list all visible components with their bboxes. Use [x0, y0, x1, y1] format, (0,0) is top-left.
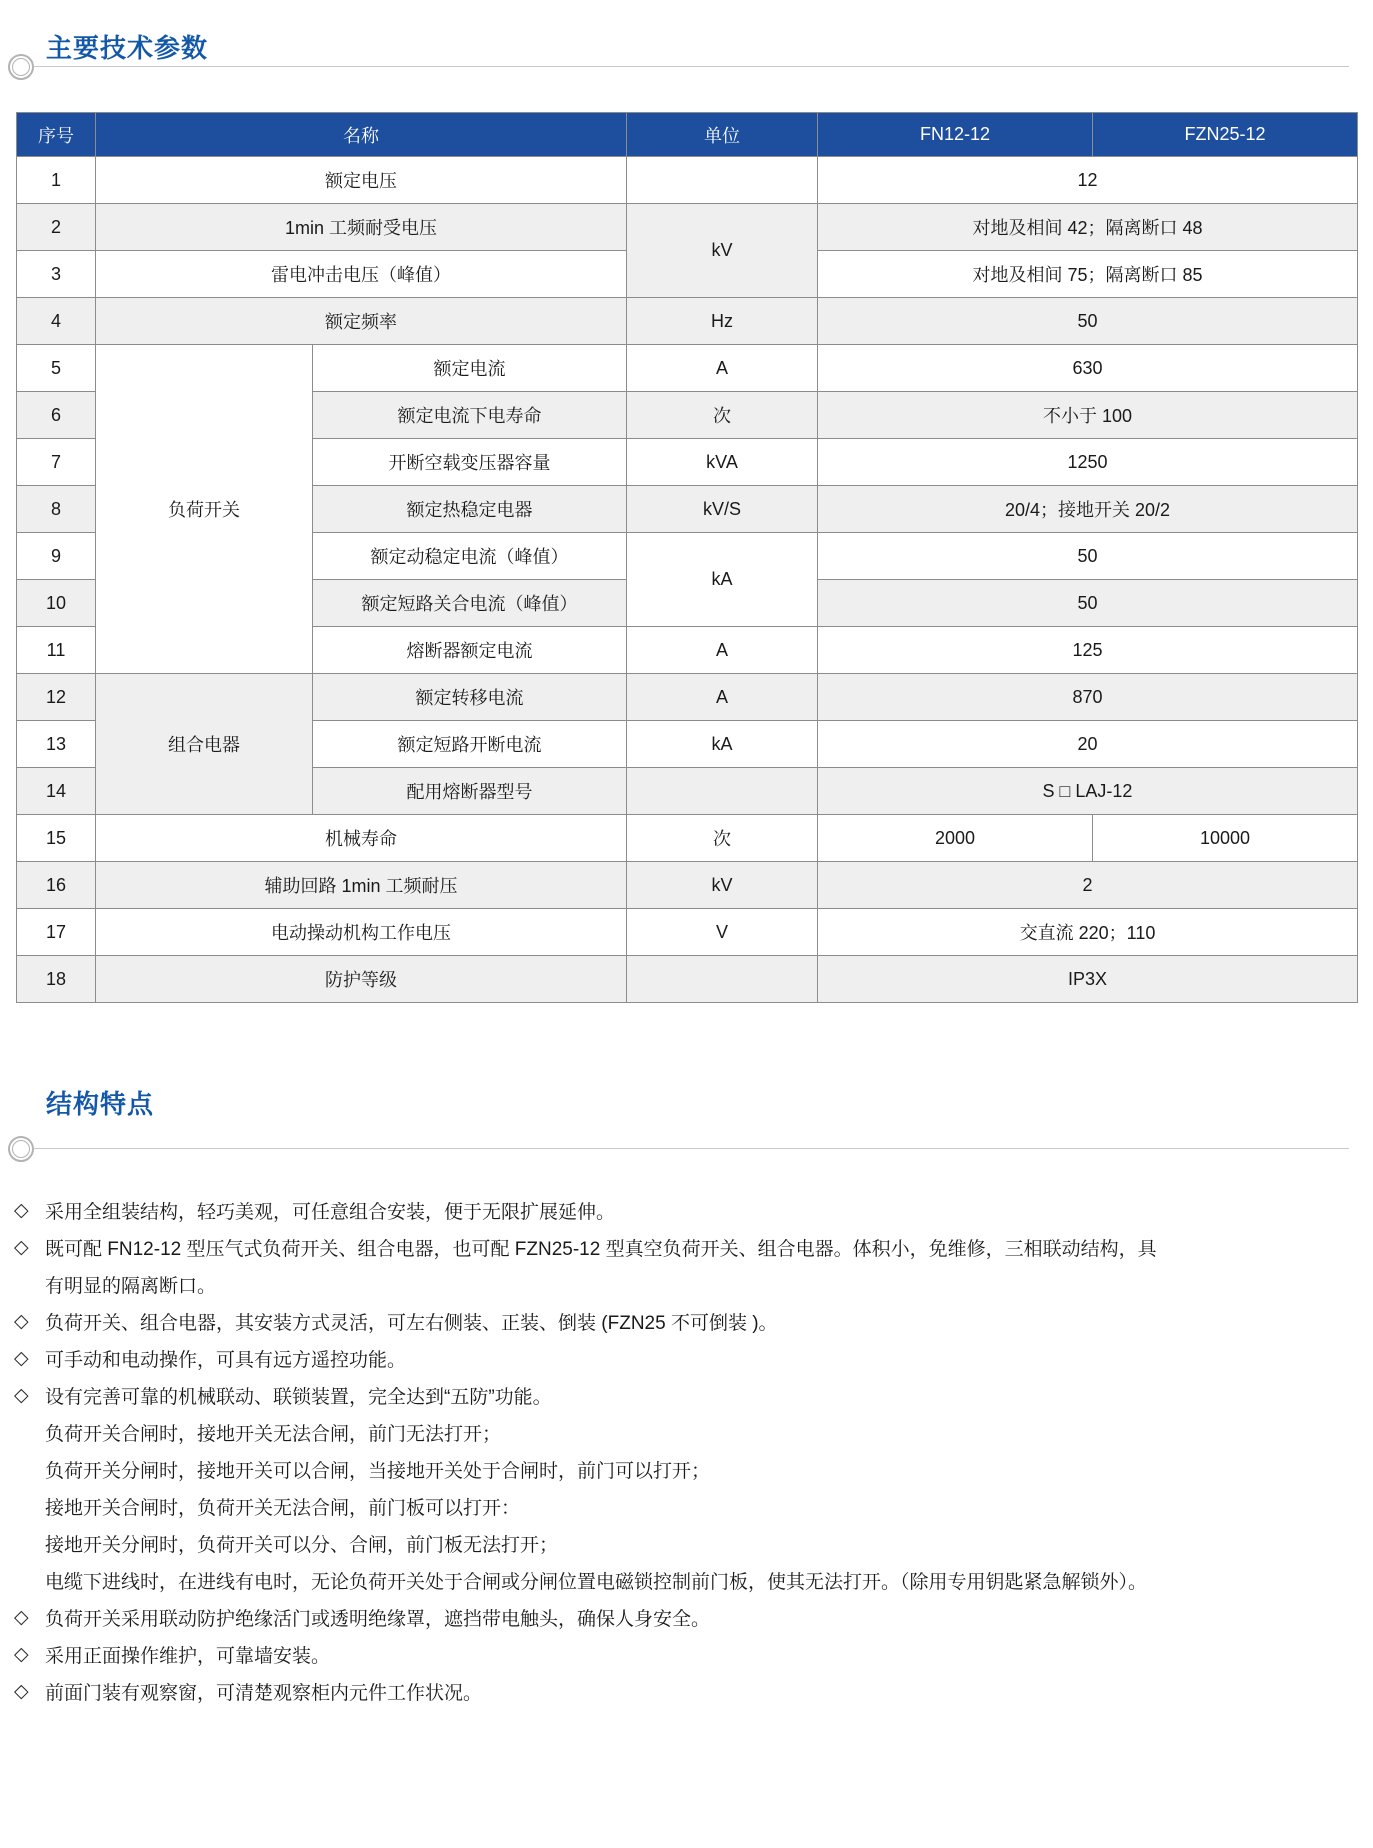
cell-name: 额定频率	[96, 298, 627, 345]
feature-line	[14, 1525, 1366, 1562]
cell-name: 额定电压	[96, 157, 627, 204]
cell-unit: 次	[627, 392, 818, 439]
cell-name: 机械寿命	[96, 815, 627, 862]
diamond-icon: ◇	[14, 1237, 29, 1258]
cell-name: 配用熔断器型号	[313, 768, 627, 815]
cell-no: 16	[17, 862, 96, 909]
cell-no: 2	[17, 204, 96, 251]
cell-no: 18	[17, 956, 96, 1003]
cell-value: 交直流 220；110	[818, 909, 1358, 956]
cell-unit: kA	[627, 721, 818, 768]
cell-unit: kA	[627, 533, 818, 627]
feature-line	[14, 1673, 1366, 1710]
feature-line	[14, 1562, 1366, 1599]
header-col-fzn25-12: FZN25-12	[1093, 113, 1358, 157]
cell-value-fzn: 10000	[1093, 815, 1358, 862]
cell-name: 开断空载变压器容量	[313, 439, 627, 486]
feature-text: 负荷开关采用联动防护绝缘活门或透明绝缘罩，遮挡带电触头，确保人身安全。	[45, 1609, 711, 1630]
feature-text: 负荷开关合闸时，接地开关无法合闸，前门无法打开；	[45, 1424, 502, 1445]
feature-text: 采用全组装结构，轻巧美观，可任意组合安装，便于无限扩展延伸。	[45, 1202, 616, 1223]
feature-text: 接地开关分闸时，负荷开关可以分、合闸，前门板无法打开；	[45, 1535, 559, 1556]
cell-value: 50	[818, 533, 1358, 580]
cell-name: 额定短路开断电流	[313, 721, 627, 768]
diamond-icon: ◇	[14, 1607, 29, 1628]
cell-name: 额定电流	[313, 345, 627, 392]
section-ring-icon	[8, 54, 34, 80]
section1-title: 主要技术参数	[46, 33, 209, 63]
cell-value: 125	[818, 627, 1358, 674]
cell-name: 雷电冲击电压（峰值）	[96, 251, 627, 298]
cell-unit: A	[627, 674, 818, 721]
cell-no: 9	[17, 533, 96, 580]
feature-line	[14, 1451, 1366, 1488]
cell-unit: kV	[627, 862, 818, 909]
cell-no: 17	[17, 909, 96, 956]
table-row	[17, 345, 1358, 392]
cell-unit: A	[627, 627, 818, 674]
tech-params-table	[16, 112, 1358, 1003]
cell-unit	[627, 768, 818, 815]
cell-unit: 次	[627, 815, 818, 862]
diamond-icon: ◇	[14, 1348, 29, 1369]
cell-value: 870	[818, 674, 1358, 721]
cell-value: IP3X	[818, 956, 1358, 1003]
cell-name: 额定短路关合电流（峰值）	[313, 580, 627, 627]
cell-no: 7	[17, 439, 96, 486]
header-col-fn12-12: FN12-12	[818, 113, 1093, 157]
feature-text: 接地开关合闸时，负荷开关无法合闸，前门板可以打开：	[45, 1498, 521, 1519]
section-ring-icon	[8, 1136, 34, 1162]
diamond-icon: ◇	[14, 1681, 29, 1702]
table-row	[17, 298, 1358, 345]
diamond-icon: ◇	[14, 1311, 29, 1332]
cell-no: 12	[17, 674, 96, 721]
cell-group-load-switch: 负荷开关	[96, 345, 313, 674]
section2-title: 结构特点	[46, 1089, 155, 1119]
cell-name: 额定转移电流	[313, 674, 627, 721]
cell-unit: A	[627, 345, 818, 392]
feature-text: 采用正面操作维护，可靠墙安装。	[45, 1646, 331, 1667]
cell-no: 1	[17, 157, 96, 204]
table-row	[17, 674, 1358, 721]
feature-line	[14, 1192, 1366, 1229]
section-rule	[33, 66, 1349, 67]
cell-value: 630	[818, 345, 1358, 392]
header-col-unit: 单位	[627, 113, 818, 157]
feature-line	[14, 1229, 1366, 1266]
feature-line	[14, 1340, 1366, 1377]
cell-name: 防护等级	[96, 956, 627, 1003]
cell-unit: kVA	[627, 439, 818, 486]
cell-value: 对地及相间 42；隔离断口 48	[818, 204, 1358, 251]
cell-no: 4	[17, 298, 96, 345]
cell-no: 11	[17, 627, 96, 674]
cell-name: 额定动稳定电流（峰值）	[313, 533, 627, 580]
cell-unit: kV	[627, 204, 818, 298]
table-row	[17, 157, 1358, 204]
header-col-no: 序号	[17, 113, 96, 157]
feature-text: 既可配 FN12-12 型压气式负荷开关、组合电器，也可配 FZN25-12 型真空负荷开关、组合电器。体积小，免维修，三相联动结构，具	[45, 1239, 1157, 1260]
feature-text: 可手动和电动操作，可具有远方遥控功能。	[45, 1350, 407, 1371]
diamond-icon: ◇	[14, 1644, 29, 1665]
cell-name: 熔断器额定电流	[313, 627, 627, 674]
feature-line	[14, 1266, 1366, 1303]
cell-name: 额定电流下电寿命	[313, 392, 627, 439]
feature-line	[14, 1488, 1366, 1525]
feature-text: 有明显的隔离断口。	[45, 1276, 217, 1297]
cell-no: 15	[17, 815, 96, 862]
diamond-icon: ◇	[14, 1200, 29, 1221]
cell-unit: V	[627, 909, 818, 956]
cell-value: 对地及相间 75；隔离断口 85	[818, 251, 1358, 298]
table-row	[17, 956, 1358, 1003]
cell-value: 1250	[818, 439, 1358, 486]
feature-text: 前面门装有观察窗，可清楚观察柜内元件工作状况。	[45, 1683, 483, 1704]
cell-value: 20/4；接地开关 20/2	[818, 486, 1358, 533]
cell-value: 50	[818, 298, 1358, 345]
table-row	[17, 909, 1358, 956]
cell-unit	[627, 956, 818, 1003]
diamond-icon: ◇	[14, 1385, 29, 1406]
cell-no: 14	[17, 768, 96, 815]
cell-unit: Hz	[627, 298, 818, 345]
cell-value: 不小于 100	[818, 392, 1358, 439]
feature-line	[14, 1303, 1366, 1340]
cell-name: 电动操动机构工作电压	[96, 909, 627, 956]
cell-no: 6	[17, 392, 96, 439]
cell-no: 8	[17, 486, 96, 533]
cell-value: 50	[818, 580, 1358, 627]
feature-line	[14, 1377, 1366, 1414]
cell-name: 1min 工频耐受电压	[96, 204, 627, 251]
feature-text: 电缆下进线时，在进线有电时，无论负荷开关处于合闸或分闸位置电磁锁控制前门板，使其无法打开。（除用专用钥匙紧急解锁外）。	[45, 1572, 1148, 1593]
cell-name: 辅助回路 1min 工频耐压	[96, 862, 627, 909]
feature-line	[14, 1636, 1366, 1673]
cell-value: 12	[818, 157, 1358, 204]
table-header-row	[17, 113, 1358, 157]
cell-no: 10	[17, 580, 96, 627]
cell-no: 5	[17, 345, 96, 392]
cell-value: 20	[818, 721, 1358, 768]
table-row	[17, 204, 1358, 251]
cell-value-fn: 2000	[818, 815, 1093, 862]
feature-text: 负荷开关分闸时，接地开关可以合闸，当接地开关处于合闸时，前门可以打开；	[45, 1461, 711, 1482]
section-rule	[33, 1148, 1349, 1149]
feature-text: 设有完善可靠的机械联动、联锁装置，完全达到“五防”功能。	[45, 1387, 552, 1408]
cell-unit	[627, 157, 818, 204]
feature-text: 负荷开关、组合电器，其安装方式灵活，可左右侧装、正装、倒装 (FZN25 不可倒装 )。	[45, 1313, 778, 1334]
cell-group-combo-device: 组合电器	[96, 674, 313, 815]
feature-line	[14, 1414, 1366, 1451]
cell-no: 3	[17, 251, 96, 298]
features-list	[14, 1192, 1366, 1710]
cell-unit: kV/S	[627, 486, 818, 533]
cell-name: 额定热稳定电器	[313, 486, 627, 533]
header-col-name: 名称	[96, 113, 627, 157]
table-row	[17, 862, 1358, 909]
cell-value: 2	[818, 862, 1358, 909]
table-row	[17, 815, 1358, 862]
feature-line	[14, 1599, 1366, 1636]
cell-no: 13	[17, 721, 96, 768]
cell-value: S □ LAJ-12	[818, 768, 1358, 815]
